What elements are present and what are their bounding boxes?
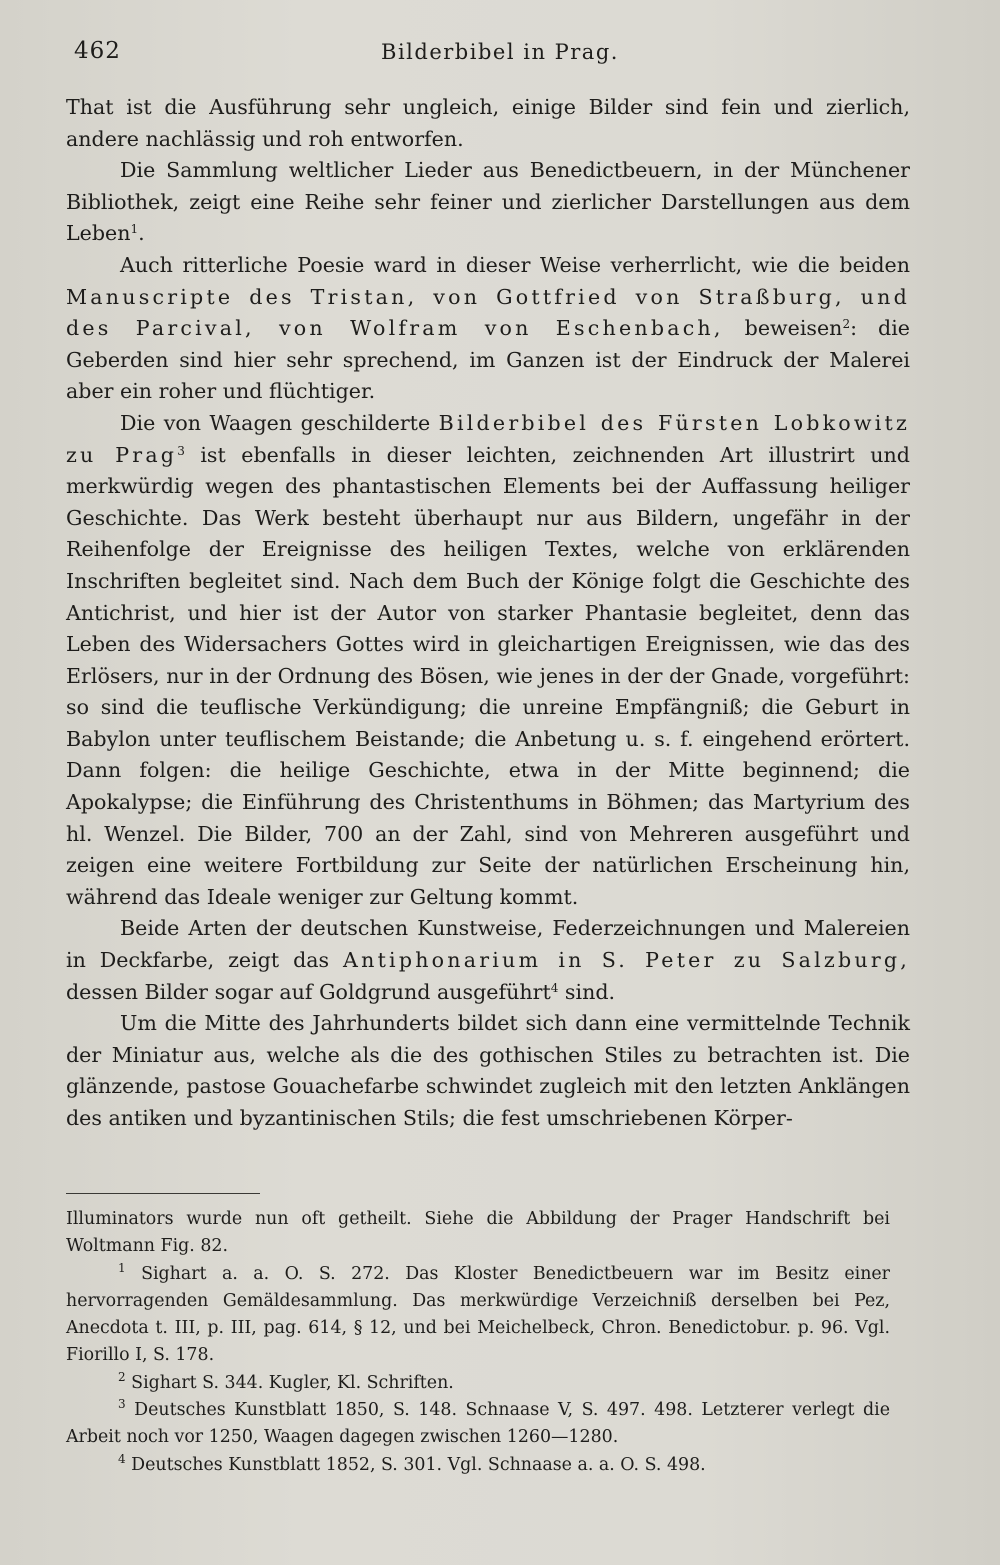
footnote-ref-4: 4 [550, 980, 559, 995]
footnote-continuation: Illuminators wurde nun oft getheilt. Siehe die Abbildung der Prager Handschrift bei Woltmann Fig. 82. [66, 1209, 890, 1257]
running-title: Bilderbibel in Prag. [381, 40, 619, 64]
footnote-ref-3: 3 [177, 443, 185, 458]
footnotes [66, 1206, 890, 1479]
footnote-mark-2: 2 [118, 1369, 126, 1384]
paragraph-2-text: Die Sammlung weltlicher Lieder aus Benedictbeuern, in der Münchener Bibliothek, zeigt eine Reihe sehr feiner und zierlicher Darstellungen aus dem Leben [66, 158, 910, 246]
footnote-3-text: Deutsches Kunstblatt 1850, S. 148. Schnaase V, S. 497. 498. Letzterer verlegt die Arbeit noch vor 1250, Waagen dagegen zwischen 1260—1280. [66, 1400, 890, 1448]
footnote-4 [66, 1452, 890, 1479]
paragraph-5 [66, 913, 910, 1008]
paragraph-6: Um die Mitte des Jahrhunderts bildet sich dann eine vermittelnde Technik der Miniatur aus, welche als die des gothischen Stiles zu betrachten ist. Die glänzende, pastose Gouachefarbe schwindet zugleich mit den letzten Anklängen des antiken und byzantinischen Stils; die fest umschriebenen Körper- [66, 1011, 910, 1130]
paragraph-5-text-b: dessen Bilder sogar auf Goldgrund ausgeführt [66, 979, 551, 1004]
footnote-rule [66, 1193, 260, 1194]
footnote-mark-4: 4 [118, 1451, 126, 1466]
footnote-1 [66, 1261, 890, 1370]
paragraph-4-text-a: Die von Waagen geschilderte [120, 410, 431, 435]
footnote-4-text: Deutsches Kunstblatt 1852, S. 301. Vgl. Schnaase a. a. O. S. 498. [125, 1454, 706, 1475]
paragraph-5-text-a: Beide Arten der deutschen Kunstweise, Federzeichnungen und Malereien in Deckfarbe, zeigt das [66, 916, 910, 973]
footnote-2 [66, 1370, 890, 1397]
paragraph-3-text-a: Auch ritterliche Poesie ward in dieser Weise verherrlicht, wie die beiden [120, 252, 910, 277]
paragraph-4 [66, 408, 910, 914]
spaced-title-antiphonarium: Antiphonarium in S. Peter zu Salzburg, [343, 948, 910, 973]
spaced-title-bilderbibel: Bilderbibel des Fürsten Lobkowitz zu Prag [66, 410, 911, 467]
paragraph-2 [66, 155, 910, 250]
paragraph-3-text-b: beweisen [723, 316, 843, 341]
spaced-titles-tristan-parcival: Manuscripte des Tristan, von Gottfried von Straßburg, und des Parcival, von Wolfram von Eschenbach, [66, 284, 910, 341]
footnote-1-text: Sighart a. a. O. S. 272. Das Kloster Benedictbeuern war im Besitz einer hervorragenden Gemäldesammlung. Das merkwürdige Verzeichniß derselben bei Pez, Anecdota t. III, p. III, pag. 614, § 12, und bei Meichelbeck, Chron. Benedictobur. p. 96. Vgl. Fiorillo I, S. 178. [66, 1263, 890, 1366]
footnote-3 [66, 1397, 890, 1452]
footnote-2-text: Sighart S. 344. Kugler, Kl. Schriften. [125, 1372, 454, 1393]
paragraph-3-text-c: : die Geberden sind hier sehr sprechend, im Ganzen ist der Eindruck der Malerei aber ein roher und flüchtiger. [66, 316, 910, 404]
page-header [74, 38, 926, 72]
paragraph-3 [66, 250, 910, 408]
page-number: 462 [74, 38, 121, 64]
footnote-mark-3: 3 [118, 1397, 126, 1412]
footnote-mark-1: 1 [118, 1260, 126, 1275]
paragraph-5-text-c: sind. [558, 979, 616, 1004]
paragraph-1: That ist die Ausführung sehr ungleich, einige Bilder sind fein und zierlich, andere nachlässig und roh entworfen. [66, 95, 910, 151]
footnote-ref-1: 1 [130, 222, 139, 237]
paragraph-4-text-b: ist ebenfalls in dieser leichten, zeichnenden Art illustrirt und merkwürdig wegen des phantastischen Elements bei der Auffassung heiliger Geschichte. Das Werk besteht überhaupt nur aus Bildern, ungefähr in der Reihenfolge der Ereignisse des heiligen Textes, welche von erklärenden Inschriften begleitet sind. Nach dem Buch der Könige folgt die Geschichte des Antichrist, und hier ist der Autor von starker Phantasie begleitet, denn das Leben des Widersachers Gottes wird in gleichartigen Ereignissen, wie das des Erlösers, nur in der Ordnung des Bösen, wie jenes in der der Gnade, vorgeführt: so sind die teuflische Verkündigung; die unreine Empfängniß; die Geburt in Babylon unter teuflischem Beistande; die Anbetung u. s. f. eingehend erörtert. Dann folgen: die heilige Geschichte, etwa in der Mitte beginnend; die Apokalypse; die Einführung des Christenthums in Böhmen; das Martyrium des hl. Wenzel. Die Bilder, 700 an der Zahl, sind von Mehreren ausgeführt und zeigen eine weitere Fortbildung zur Seite der natürlichen Erscheinung hin, während das Ideale weniger zur Geltung kommt. [66, 442, 910, 909]
main-text [66, 92, 910, 1135]
paragraph-2-end: . [138, 221, 145, 246]
footnote-ref-2: 2 [842, 317, 851, 332]
